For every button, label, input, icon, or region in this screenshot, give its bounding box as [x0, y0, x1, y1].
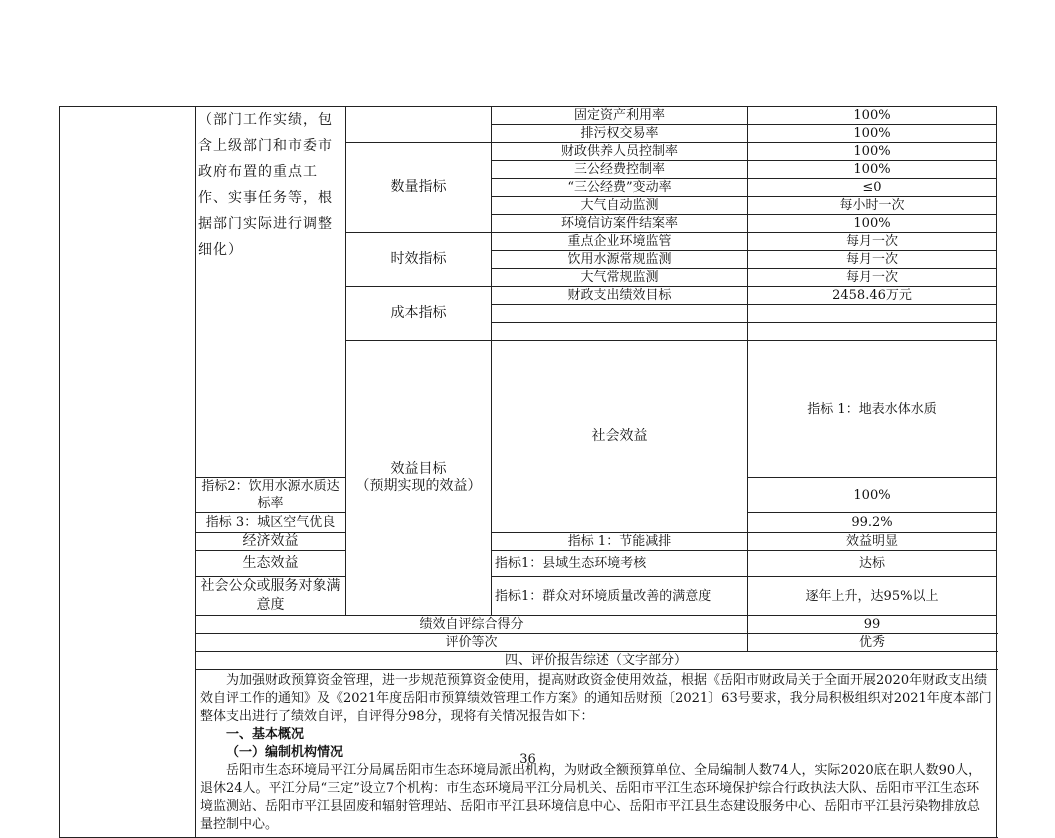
- table-row: [60, 533, 997, 551]
- indicator-cell: 指标 1：地表水体水质: [748, 341, 997, 478]
- table-row: [60, 652, 997, 670]
- indicator-cell: 指标1：县域生态环境考核: [492, 551, 748, 577]
- indicator-cell: 排污权交易率: [492, 125, 748, 143]
- value-cell: 100%: [748, 215, 997, 233]
- grade-value: 优秀: [748, 634, 997, 652]
- indicator-cell: 财政支出绩效目标: [492, 287, 748, 305]
- quantity-label: 数量指标: [346, 143, 492, 233]
- value-cell: 99.2%: [748, 513, 997, 533]
- value-cell: 100%: [748, 161, 997, 179]
- intro-paragraph: 为加强财政预算资金管理，进一步规范预算资金使用，提高财政资金使用效益，根据《岳阳市财政局关于全面开展2020年财政支出绩效自评工作的通知》及《2021年度岳阳市预算绩效管理工作方案》的通知岳财预〔2021〕63号要求，我分局积极组织对2021年度本部门整体支出进行了绩效自评，自评得分98分，现将有关情况报告如下：: [200, 673, 992, 724]
- indicator-cell: “三公经费”变动率: [492, 179, 748, 197]
- table-row: [60, 577, 997, 616]
- value-cell: 100%: [748, 107, 997, 125]
- cost-label: 成本指标: [346, 287, 492, 341]
- value-cell: 每月一次: [748, 233, 997, 251]
- value-cell: 100%: [748, 478, 997, 513]
- indicator-cell: 指标2：饮用水源水质达标率: [196, 478, 346, 513]
- value-cell: 每月一次: [748, 269, 997, 287]
- table-row: [60, 616, 997, 634]
- indicator-cell: 重点企业环境监管: [492, 233, 748, 251]
- heading-basic-overview: 一、基本概况: [226, 727, 305, 742]
- body-paragraph: 岳阳市生态环境局平江分局属岳阳市生态环境局派出机构，为财政全额预算单位、全局编制人数74人，实际2020底在职人数90人，退休24人。平江分局“三定”设立7个机构：市生态环境局平江分局机关、岳阳市平江生态环境保护综合行政执法大队、岳阳市平江生态环境监测站、岳阳市平江县固废和辐射管理站、岳阳市平江县环境信息中心、岳阳市平江县生态建设服务中心、岳阳市平江县污染物排放总量控制中心。: [200, 763, 982, 832]
- indicator-cell: 固定资产利用率: [492, 107, 748, 125]
- indicator-cell: 饮用水源常规监测: [492, 251, 748, 269]
- social-benefit-label: 社会效益: [492, 341, 748, 533]
- value-cell: ≤0: [748, 179, 997, 197]
- value-cell: 达标: [748, 551, 997, 577]
- indicator-cell: 大气常规监测: [492, 269, 748, 287]
- dept-work-note-cell: [196, 107, 346, 478]
- value-cell: [748, 305, 997, 323]
- blank-category-cell: [346, 107, 492, 143]
- page-number: 36: [519, 752, 536, 767]
- benefit-label-cell: [346, 341, 492, 616]
- table-row: [60, 551, 997, 577]
- indicator-cell: 三公经费控制率: [492, 161, 748, 179]
- indicator-cell: 环境信访案件结案率: [492, 215, 748, 233]
- performance-table: [59, 106, 997, 838]
- indicator-cell: 指标 1：节能减排: [492, 533, 748, 551]
- table-row: [60, 107, 997, 125]
- blank-left-cell: [60, 107, 196, 838]
- grade-label: 评价等次: [196, 634, 748, 652]
- economic-benefit-label: 经济效益: [196, 533, 346, 551]
- section4-title: 四、评价报告综述（文字部分）: [196, 652, 997, 670]
- indicator-cell: 财政供养人员控制率: [492, 143, 748, 161]
- value-cell: 2458.46万元: [748, 287, 997, 305]
- indicator-cell: 指标 3：城区空气优良: [196, 513, 346, 533]
- satisfaction-label: 社会公众或服务对象满意度: [196, 577, 346, 616]
- score-value: 99: [748, 616, 997, 634]
- indicator-cell: [492, 305, 748, 323]
- indicator-cell: 指标1：群众对环境质量改善的满意度: [492, 577, 748, 616]
- value-cell: 效益明显: [748, 533, 997, 551]
- value-cell: 100%: [748, 125, 997, 143]
- table-row: [60, 634, 997, 652]
- value-cell: 每月一次: [748, 251, 997, 269]
- value-cell: 每小时一次: [748, 197, 997, 215]
- timeliness-label: 时效指标: [346, 233, 492, 287]
- score-label: 绩效自评综合得分: [196, 616, 748, 634]
- indicator-cell: [492, 323, 748, 341]
- value-cell: [748, 323, 997, 341]
- heading-organization: （一）编制机构情况: [226, 745, 344, 760]
- benefit-sublabel: （预期实现的效益）: [355, 478, 482, 494]
- benefit-label: 效益目标: [390, 461, 447, 477]
- value-cell: 100%: [748, 143, 997, 161]
- value-cell: 逐年上升，达95%以上: [748, 577, 997, 616]
- dept-work-note: （部门工作实绩，包含上级部门和市委市政府布置的重点工作、实事任务等，根据部门实际进行调整细化）: [198, 112, 333, 258]
- ecological-benefit-label: 生态效益: [196, 551, 346, 577]
- indicator-cell: 大气自动监测: [492, 197, 748, 215]
